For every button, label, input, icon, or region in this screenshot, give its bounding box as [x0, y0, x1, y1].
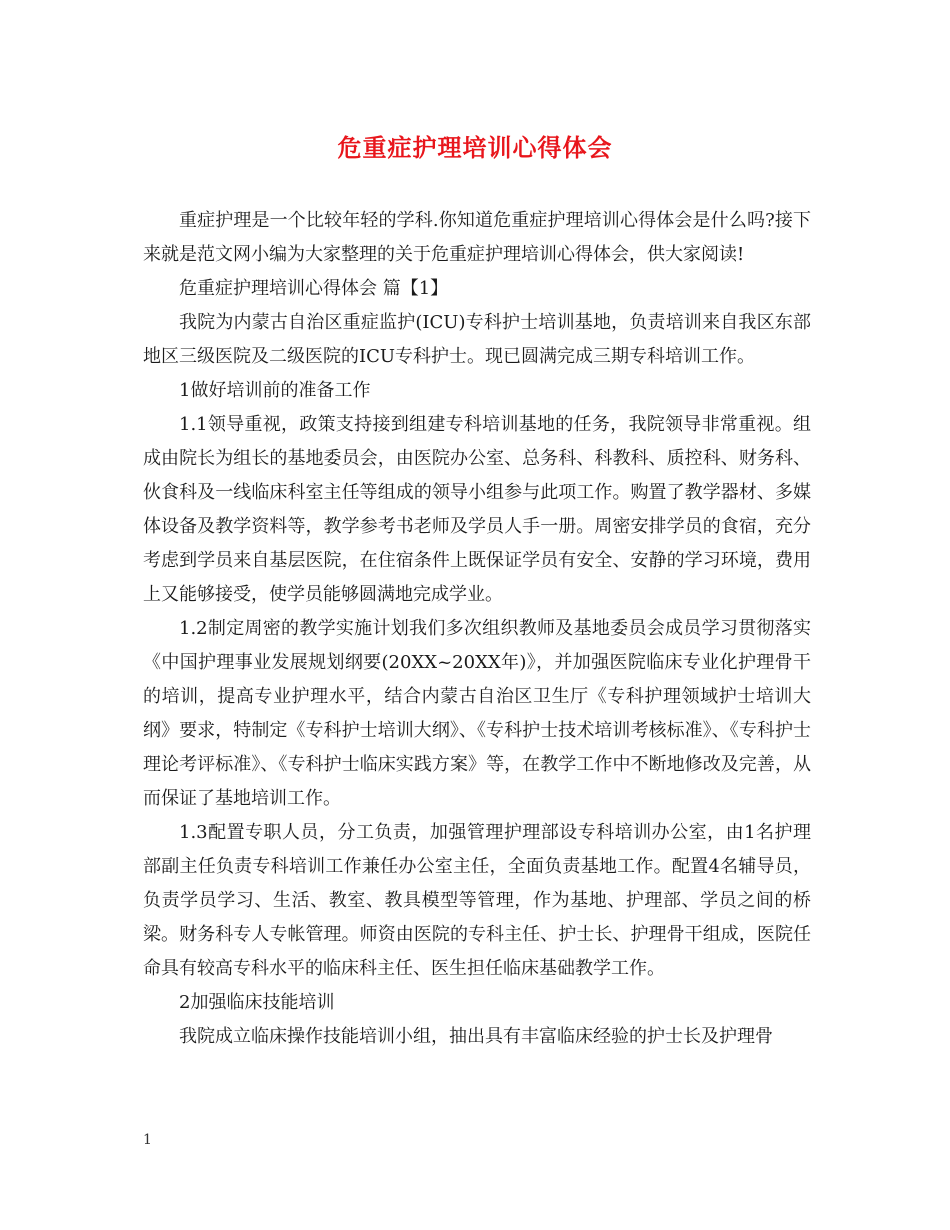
document-body: [143, 204, 811, 1054]
subheading: 1做好培训前的准备工作: [179, 380, 371, 401]
body-paragraph: 1.1领导重视，政策支持接到组建专科培训基地的任务，我院领导非常重视。组成由院长为组长的基地委员会，由医院办公室、总务科、科教科、质控科、财务科、伙食科及一线临床科室主任等组成的领导小组参与此项工作。购置了教学器材、多媒体设备及教学资料等，教学参考书老师及学员人手一册。周密安排学员的食宿，充分考虑到学员来自基层医院，在住宿条件上既保证学员有安全、安静的学习环境，费用上又能够接受，使学员能够圆满地完成学业。: [143, 414, 811, 605]
body-paragraph: 我院成立临床操作技能培训小组，抽出具有丰富临床经验的护士长及护理骨: [179, 1026, 773, 1047]
body-paragraph: 我院为内蒙古自治区重症监护(ICU)专科护士培训基地，负责培训来自我区东部地区三级医院及二级医院的ICU专科护士。现已圆满完成三期专科培训工作。: [143, 312, 811, 367]
intro-paragraph: 重症护理是一个比较年轻的学科.你知道危重症护理培训心得体会是什么吗?接下来就是范文网小编为大家整理的关于危重症护理培训心得体会，供大家阅读!: [143, 210, 811, 265]
body-paragraph: 1.3配置专职人员，分工负责，加强管理护理部设专科培训办公室，由1名护理部副主任负责专科培训工作兼任办公室主任，全面负责基地工作。配置4名辅导员，负责学员学习、生活、教室、教具模型等管理，作为基地、护理部、学员之间的桥梁。财务科专人专帐管理。师资由医院的专科主任、护士长、护理骨干组成，医院任命具有较高专科水平的临床科主任、医生担任临床基础教学工作。: [143, 822, 811, 979]
subheading: 2加强临床技能培训: [179, 992, 335, 1013]
body-paragraph: 1.2制定周密的教学实施计划我们多次组织教师及基地委员会成员学习贯彻落实《中国护理事业发展规划纲要(20XX~20XX年)》，并加强医院临床专业化护理骨干的培训，提高专业护理水平，结合内蒙古自治区卫生厅《专科护理领域护士培训大纲》要求，特制定《专科护士培训大纲》、《专科护士技术培训考核标准》、《专科护士理论考评标准》、《专科护士临床实践方案》等，在教学工作中不断地修改及完善，从而保证了基地培训工作。: [143, 618, 811, 809]
document-title: 危重症护理培训心得体会: [337, 133, 613, 162]
section-heading: 危重症护理培训心得体会 篇【1】: [179, 278, 449, 299]
page-number: 1: [143, 1132, 152, 1148]
